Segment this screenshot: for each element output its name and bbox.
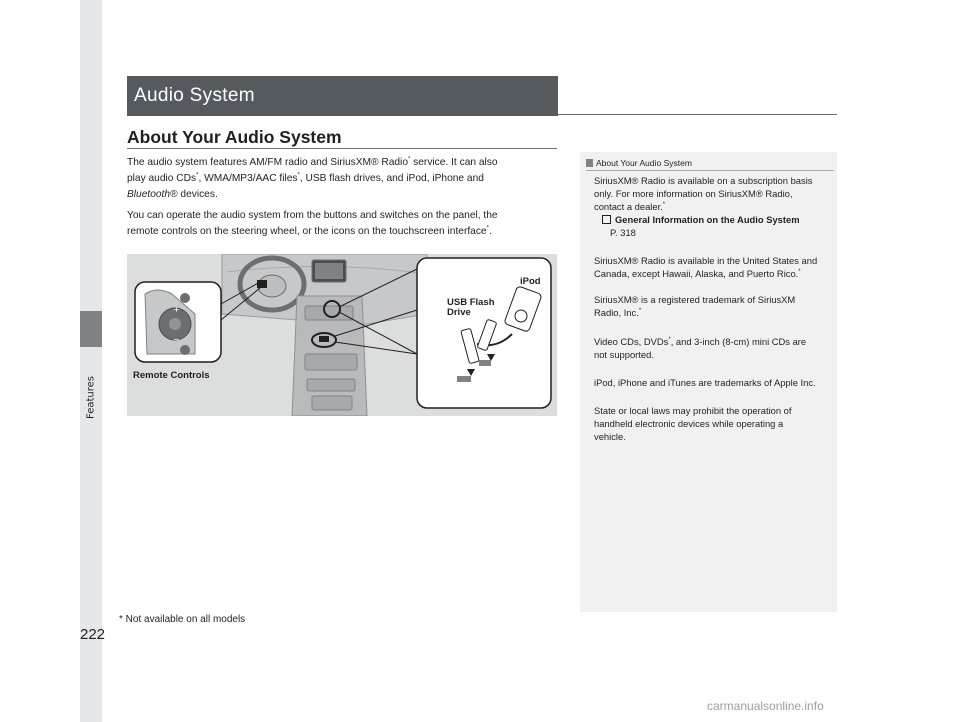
svg-text:+: + xyxy=(173,305,180,314)
note-subscription: SiriusXM® Radio is available on a subscription basis only. For more information on SiriusXM® Radio, contact a dealer.* xyxy=(594,175,813,212)
sidebar-heading-rule xyxy=(586,170,834,171)
section-rule xyxy=(127,148,557,149)
footnote: * Not available on all models xyxy=(119,614,246,625)
note-trademark-apple: iPod, iPhone and iTunes are trademarks of Apple Inc. xyxy=(594,377,816,388)
watermark: carmanualsonline.info xyxy=(707,699,824,713)
svg-text:−: − xyxy=(173,335,180,344)
intro-paragraph: The audio system features AM/FM radio and SiriusXM® Radio* service. It can also play audio CDs*, WMA/MP3/AAC files*, USB flash drives, and iPod, iPhone and Bluetooth® devices. xyxy=(127,156,498,200)
controls-paragraph: You can operate the audio system from the buttons and switches on the panel, the remote controls on the steering wheel, or the icons on the touchscreen interface*. xyxy=(127,210,498,237)
note-trademark-siriusxm: SiriusXM® is a registered trademark of SiriusXM Radio, Inc.* xyxy=(594,294,796,318)
xref-general-info-link[interactable]: General Information on the Audio System P. 318 xyxy=(602,213,800,239)
note-marker-icon xyxy=(586,159,593,167)
sidebar-heading: About Your Audio System xyxy=(586,158,692,168)
side-tab-label: Features xyxy=(85,376,97,419)
remote-controls-label: Remote Controls xyxy=(133,370,210,381)
usb-flash-drive-label: USB Flash Drive xyxy=(447,297,495,318)
header-rule xyxy=(558,114,837,115)
chapter-header xyxy=(127,76,558,116)
dashboard-illustration xyxy=(127,254,557,416)
section-title: About Your Audio System xyxy=(127,127,342,147)
remote-controls-inset xyxy=(135,282,221,362)
page-number: 222 xyxy=(80,626,106,643)
note-availability: SiriusXM® Radio is available in the United States and Canada, except Hawaii, Alaska, and Puerto Rico.* xyxy=(594,255,818,279)
chapter-title: Audio System xyxy=(134,85,255,106)
note-local-laws: State or local laws may prohibit the operation of handheld electronic devices while operating a vehicle. xyxy=(594,405,792,442)
notes-sidebar xyxy=(580,152,837,612)
side-tab-marker xyxy=(80,311,102,347)
audio-system-figure xyxy=(127,254,557,416)
note-unsupported-media: Video CDs, DVDs*, and 3-inch (8-cm) mini CDs are not supported. xyxy=(594,336,807,360)
cross-reference-icon xyxy=(602,215,611,224)
ipod-label: iPod xyxy=(520,276,541,287)
